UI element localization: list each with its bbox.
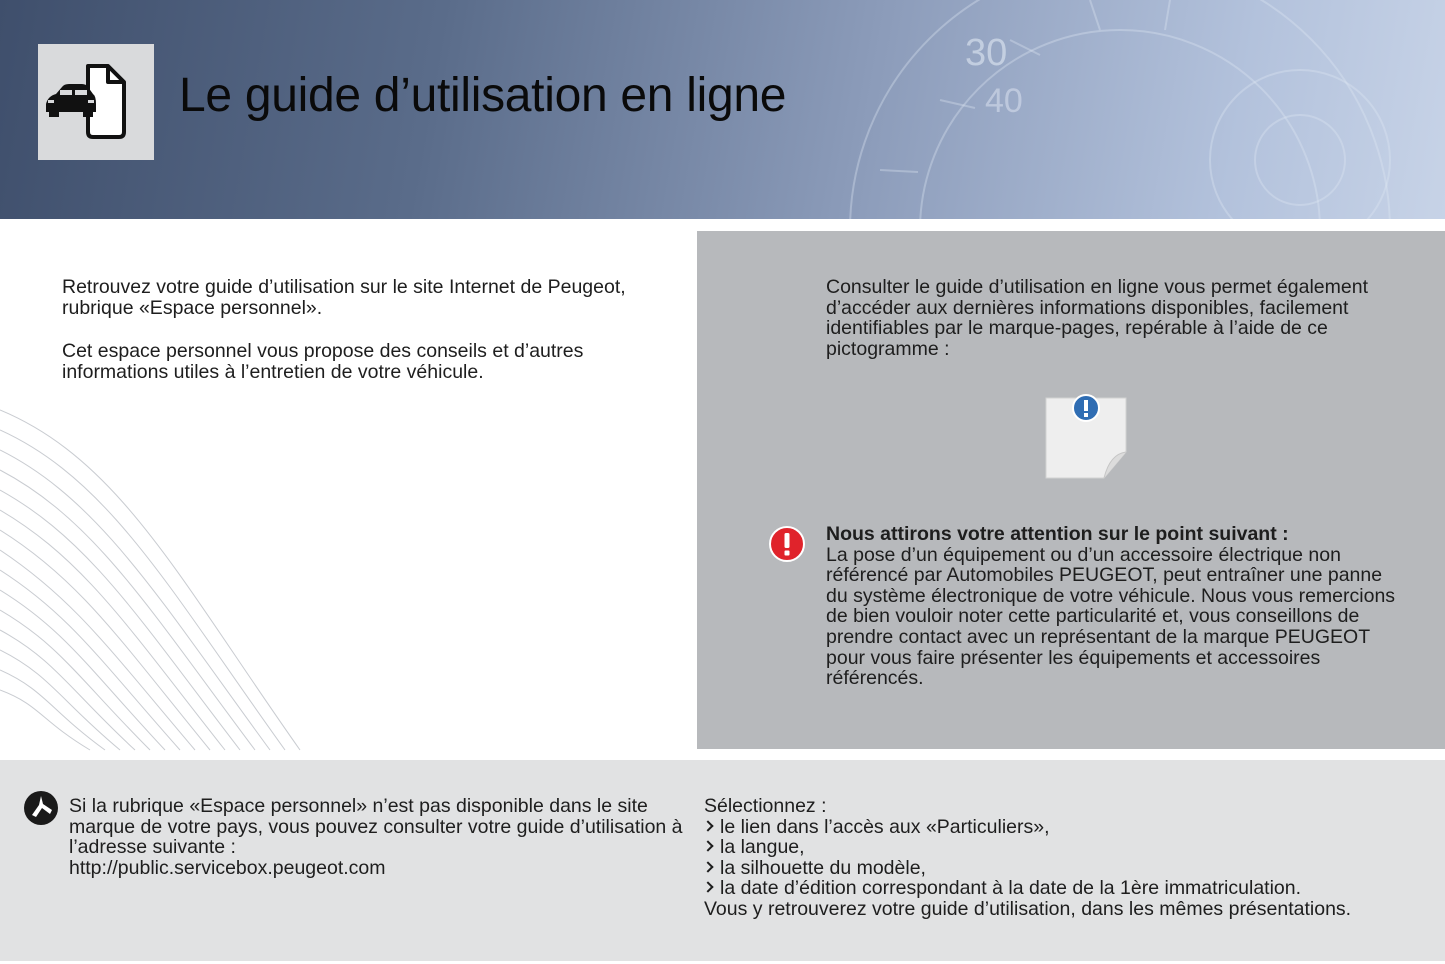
list-item: la silhouette du modèle, bbox=[704, 858, 1424, 879]
personal-space-paragraph: Cet espace personnel vous propose des conseils et d’autres informations utiles à l’entretien de votre véhicule. bbox=[62, 340, 584, 383]
car-document-icon bbox=[38, 44, 154, 160]
list-item: la date d’édition correspondant à la date de la 1ère immatriculation. bbox=[704, 878, 1424, 899]
footer-right-text bbox=[704, 796, 1424, 920]
list-item: la langue, bbox=[704, 837, 1424, 858]
decorative-lines bbox=[0, 400, 320, 760]
speed-number-30: 30 bbox=[965, 32, 1008, 74]
section-icon-box bbox=[38, 44, 154, 160]
footer-left-text bbox=[69, 796, 689, 878]
closing-sentence: Vous y retrouverez votre guide d’utilisation, dans les mêmes présentations. bbox=[704, 897, 1352, 920]
warning-exclamation-icon bbox=[768, 525, 806, 563]
select-list bbox=[704, 817, 1424, 899]
fallback-instructions: Si la rubrique «Espace personnel» n’est pas disponible dans le site marque de votre pays, vous pouvez consulter votre guide d’utilisation à l’adresse suivante : bbox=[69, 795, 683, 859]
list-item: le lien dans l’accès aux «Particuliers», bbox=[704, 817, 1424, 838]
page-title: Le guide d’utilisation en ligne bbox=[179, 69, 787, 122]
intro-paragraph: Retrouvez votre guide d’utilisation sur le site Internet de Peugeot, rubrique «Espace personnel». bbox=[62, 276, 626, 319]
warning-block bbox=[826, 524, 1406, 689]
left-column bbox=[62, 277, 662, 405]
page-header bbox=[0, 0, 1445, 219]
select-label: Sélectionnez : bbox=[704, 795, 827, 817]
online-guide-intro: Consulter le guide d’utilisation en ligne vous permet également d’accéder aux dernières informations disponibles, facilement identifiables par le marque-pages, repérable à l’aide de ce pictogramme : bbox=[826, 276, 1368, 360]
warning-title: Nous attirons votre attention sur le point suivant : bbox=[826, 523, 1289, 545]
tip-icon bbox=[23, 790, 59, 826]
warning-body: La pose d’un équipement ou d’un accessoire électrique non référencé par Automobiles PEUGEOT, peut entraîner une panne du système électronique de votre véhicule. Nous vous remercions de bien vouloir noter cette particularité et, vous conseillons de prendre contact avec un représentant de la marque PEUGEOT pour vous faire présenter les équipements et accessoires référencés. bbox=[826, 543, 1396, 690]
speed-number-40: 40 bbox=[985, 82, 1023, 120]
servicebox-url[interactable]: http://public.servicebox.peugeot.com bbox=[69, 856, 386, 879]
bookmark-info-icon bbox=[1040, 392, 1136, 484]
